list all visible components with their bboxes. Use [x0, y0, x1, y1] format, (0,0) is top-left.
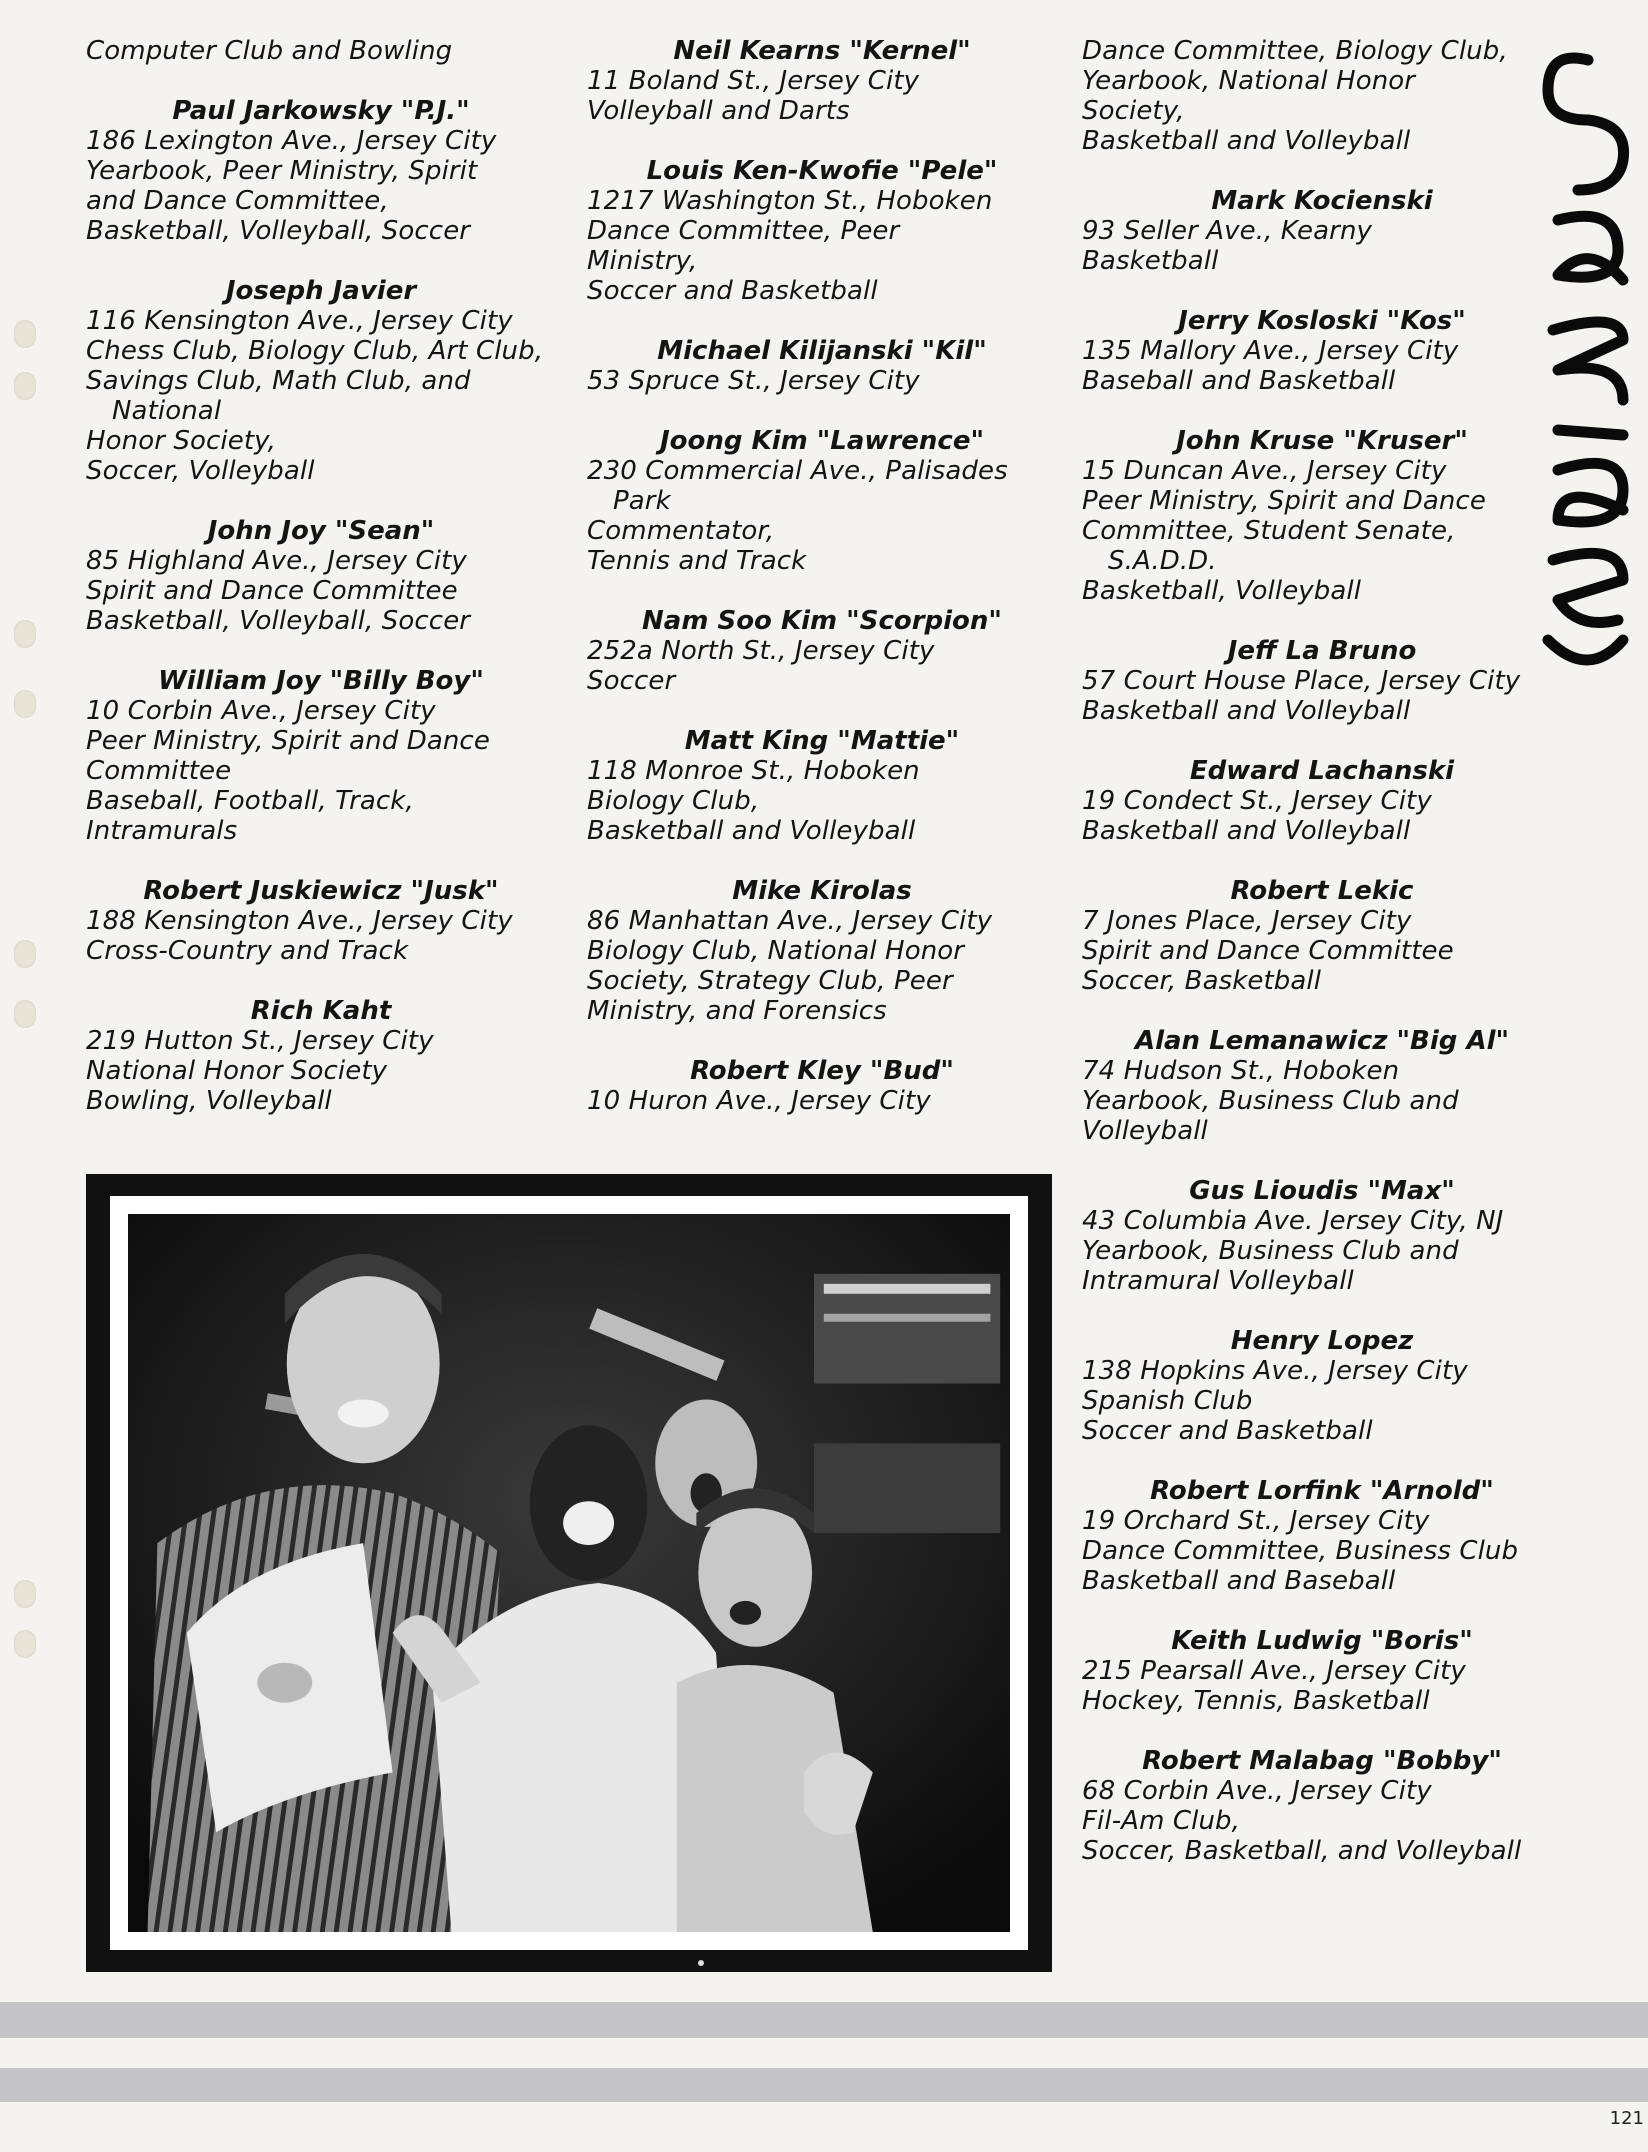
page-number: 121: [1609, 2108, 1644, 2129]
senior-detail-line: Intramurals: [86, 816, 238, 846]
senior-entry: [86, 876, 556, 966]
senior-name: Jerry Kosloski "Kos": [1178, 306, 1466, 336]
senior-entry: [1082, 1326, 1562, 1446]
senior-detail-line: 252a North St., Jersey City: [587, 636, 935, 666]
senior-detail-line: 116 Kensington Ave., Jersey City: [86, 306, 513, 336]
senior-detail-line: 53 Spruce St., Jersey City: [587, 366, 920, 396]
binder-hole: [14, 372, 36, 400]
senior-entry: [587, 426, 1057, 576]
group-photo: [128, 1214, 1010, 1932]
senior-detail-line: 230 Commercial Ave., Palisades: [587, 456, 1008, 486]
senior-detail-line: 7 Jones Place, Jersey City: [1082, 906, 1412, 936]
senior-detail-line: 118 Monroe St., Hoboken: [587, 756, 920, 786]
senior-entry: [587, 876, 1057, 1026]
senior-entry: [1082, 636, 1562, 726]
senior-column-2: [587, 36, 1057, 1146]
senior-name: Alan Lemanawicz "Big Al": [1134, 1026, 1510, 1056]
senior-name: Henry Lopez: [1230, 1326, 1414, 1356]
binder-hole: [14, 620, 36, 648]
senior-detail-line: 10 Corbin Ave., Jersey City: [86, 696, 436, 726]
senior-detail-line: 57 Court House Place, Jersey City: [1082, 666, 1521, 696]
senior-name: Mike Kirolas: [732, 876, 912, 906]
senior-detail-line: 74 Hudson St., Hoboken: [1082, 1056, 1400, 1086]
senior-entry: [86, 516, 556, 636]
senior-detail-line: Society,: [1082, 96, 1185, 126]
photo-mat: [110, 1196, 1028, 1950]
footer-bar-top: [0, 2002, 1648, 2038]
binder-hole: [14, 940, 36, 968]
senior-name: Louis Ken-Kwofie "Pele": [646, 156, 998, 186]
senior-detail-line: Peer Ministry, Spirit and Dance: [86, 726, 490, 756]
senior-entry: [1082, 876, 1562, 996]
senior-detail-line: Basketball and Volleyball: [1082, 816, 1411, 846]
senior-name: Rich Kaht: [250, 996, 392, 1026]
senior-detail-line: Spirit and Dance Committee: [1082, 936, 1454, 966]
senior-detail-line: Biology Club,: [587, 786, 760, 816]
senior-detail-line: Basketball: [1082, 246, 1219, 276]
senior-detail-line: Intramural Volleyball: [1082, 1266, 1354, 1296]
senior-name: Keith Ludwig "Boris": [1171, 1626, 1473, 1656]
senior-entry: [1082, 186, 1562, 276]
senior-detail-line: Soccer and Basketball: [1082, 1416, 1373, 1446]
senior-entry: [587, 156, 1057, 306]
senior-detail-line: Fil-Am Club,: [1082, 1806, 1240, 1836]
senior-detail-line: 11 Boland St., Jersey City: [587, 66, 920, 96]
senior-detail-line: National Honor Society: [86, 1056, 388, 1086]
senior-detail-line: Biology Club, National Honor: [587, 936, 965, 966]
senior-detail-line: Yearbook, National Honor: [1082, 66, 1416, 96]
senior-detail-line: Yearbook, Business Club and: [1082, 1236, 1459, 1266]
senior-entry: [587, 336, 1057, 396]
senior-detail-line: Spirit and Dance Committee: [86, 576, 458, 606]
senior-detail-line: Cross-Country and Track: [86, 936, 409, 966]
senior-name: Nam Soo Kim "Scorpion": [642, 606, 1002, 636]
senior-detail-line: Yearbook, Business Club and: [1082, 1086, 1459, 1116]
senior-entry: [1082, 306, 1562, 396]
senior-detail-line: Savings Club, Math Club, and: [86, 366, 471, 396]
senior-entry: [1082, 1746, 1562, 1866]
binder-hole: [14, 1630, 36, 1658]
senior-detail-line: 10 Huron Ave., Jersey City: [587, 1086, 931, 1116]
senior-detail-line: Basketball, Volleyball, Soccer: [86, 606, 471, 636]
senior-detail-line: 19 Condect St., Jersey City: [1082, 786, 1432, 816]
senior-detail-line: Basketball, Volleyball, Soccer: [86, 216, 471, 246]
senior-detail-line: 188 Kensington Ave., Jersey City: [86, 906, 513, 936]
senior-entry: [1082, 36, 1562, 156]
photo-frame: [86, 1174, 1052, 1972]
senior-detail-line: Ministry, and Forensics: [587, 996, 887, 1026]
senior-entry: [86, 36, 556, 66]
senior-detail-line: 43 Columbia Ave. Jersey City, NJ: [1082, 1206, 1504, 1236]
senior-detail-line: Soccer, Basketball, and Volleyball: [1082, 1836, 1522, 1866]
senior-detail-line: Bowling, Volleyball: [86, 1086, 332, 1116]
senior-name: Robert Kley "Bud": [690, 1056, 954, 1086]
senior-detail-line: 219 Hutton St., Jersey City: [86, 1026, 434, 1056]
senior-name: Gus Lioudis "Max": [1189, 1176, 1455, 1206]
photo-dot: [698, 1960, 704, 1966]
senior-entry: [1082, 426, 1562, 606]
senior-detail-line: and Dance Committee,: [86, 186, 389, 216]
senior-name: Jeff La Bruno: [1227, 636, 1417, 666]
senior-entry: [587, 1056, 1057, 1116]
senior-detail-line: Peer Ministry, Spirit and Dance: [1082, 486, 1486, 516]
senior-detail-line: Basketball and Baseball: [1082, 1566, 1396, 1596]
senior-detail-line: Spanish Club: [1082, 1386, 1253, 1416]
seniors-script-logo: [1528, 40, 1638, 700]
senior-entry: [86, 996, 556, 1116]
senior-detail-line: Ministry,: [587, 246, 698, 276]
binder-hole: [14, 320, 36, 348]
senior-entry: [1082, 1476, 1562, 1596]
senior-detail-line: 138 Hopkins Ave., Jersey City: [1082, 1356, 1468, 1386]
senior-name: Joong Kim "Lawrence": [659, 426, 984, 456]
senior-name: John Joy "Sean": [207, 516, 435, 546]
senior-detail-line: Basketball and Volleyball: [1082, 126, 1411, 156]
senior-name: Paul Jarkowsky "P.J.": [172, 96, 470, 126]
senior-detail-line: Soccer, Volleyball: [86, 456, 315, 486]
senior-detail-line: Honor Society,: [86, 426, 276, 456]
senior-entry: [587, 606, 1057, 696]
senior-name: Matt King "Mattie": [684, 726, 960, 756]
senior-entry: [587, 726, 1057, 846]
senior-entry: [86, 276, 556, 486]
senior-entry: [1082, 1176, 1562, 1296]
senior-detail-line: Basketball, Volleyball: [1082, 576, 1362, 606]
senior-detail-line: Computer Club and Bowling: [86, 36, 453, 66]
senior-detail-line: Society, Strategy Club, Peer: [587, 966, 953, 996]
senior-entry: [1082, 1626, 1562, 1716]
senior-detail-line: Volleyball and Darts: [587, 96, 850, 126]
senior-detail-line: Hockey, Tennis, Basketball: [1082, 1686, 1430, 1716]
senior-detail-line: Soccer and Basketball: [587, 276, 878, 306]
senior-detail-line: Committee, Student Senate,: [1082, 516, 1456, 546]
binder-hole: [14, 1580, 36, 1608]
senior-detail-line: Yearbook, Peer Ministry, Spirit: [86, 156, 478, 186]
senior-name: Edward Lachanski: [1189, 756, 1455, 786]
senior-detail-line: Tennis and Track: [587, 546, 807, 576]
senior-detail-line: 135 Mallory Ave., Jersey City: [1082, 336, 1459, 366]
senior-detail-line: 15 Duncan Ave., Jersey City: [1082, 456, 1447, 486]
senior-name: Joseph Javier: [225, 276, 417, 306]
senior-name: Robert Lekic: [1230, 876, 1414, 906]
senior-column-3: [1082, 36, 1562, 1896]
senior-detail-line: Baseball and Basketball: [1082, 366, 1396, 396]
senior-detail-line: 186 Lexington Ave., Jersey City: [86, 126, 497, 156]
senior-name: John Kruse "Kruser": [1176, 426, 1468, 456]
senior-column-1: [86, 36, 556, 1146]
senior-detail-line: Dance Committee, Biology Club,: [1082, 36, 1508, 66]
senior-detail-line: Committee: [86, 756, 232, 786]
senior-entry: [1082, 756, 1562, 846]
senior-detail-line: 93 Seller Ave., Kearny: [1082, 216, 1373, 246]
senior-entry: [86, 666, 556, 846]
senior-detail-line: Basketball and Volleyball: [1082, 696, 1411, 726]
senior-detail-line: Soccer: [587, 666, 676, 696]
senior-detail-line: 85 Highland Ave., Jersey City: [86, 546, 467, 576]
senior-detail-line: Chess Club, Biology Club, Art Club,: [86, 336, 544, 366]
senior-detail-line: 1217 Washington St., Hoboken: [587, 186, 993, 216]
senior-detail-line: Basketball and Volleyball: [587, 816, 916, 846]
senior-detail-line: National: [112, 396, 222, 426]
senior-detail-line: Baseball, Football, Track,: [86, 786, 414, 816]
senior-name: William Joy "Billy Boy": [158, 666, 484, 696]
senior-name: Michael Kilijanski "Kil": [657, 336, 987, 366]
senior-detail-line: Commentator,: [587, 516, 775, 546]
senior-detail-line: 19 Orchard St., Jersey City: [1082, 1506, 1430, 1536]
footer-bar-bottom: [0, 2068, 1648, 2102]
senior-detail-line: S.A.D.D.: [1108, 546, 1217, 576]
senior-name: Robert Lorfink "Arnold": [1150, 1476, 1494, 1506]
senior-detail-line: Dance Committee, Business Club: [1082, 1536, 1519, 1566]
senior-detail-line: Dance Committee, Peer: [587, 216, 900, 246]
senior-name: Mark Kocienski: [1211, 186, 1433, 216]
senior-entry: [86, 96, 556, 246]
senior-name: Robert Juskiewicz "Jusk": [143, 876, 499, 906]
senior-name: Neil Kearns "Kernel": [673, 36, 971, 66]
senior-detail-line: Soccer, Basketball: [1082, 966, 1322, 996]
senior-name: Robert Malabag "Bobby": [1142, 1746, 1502, 1776]
binder-hole: [14, 690, 36, 718]
senior-entry: [1082, 1026, 1562, 1146]
senior-detail-line: 86 Manhattan Ave., Jersey City: [587, 906, 993, 936]
senior-detail-line: Park: [613, 486, 671, 516]
binder-hole: [14, 1000, 36, 1028]
senior-entry: [587, 36, 1057, 126]
senior-detail-line: 215 Pearsall Ave., Jersey City: [1082, 1656, 1466, 1686]
senior-detail-line: 68 Corbin Ave., Jersey City: [1082, 1776, 1432, 1806]
senior-detail-line: Volleyball: [1082, 1116, 1208, 1146]
